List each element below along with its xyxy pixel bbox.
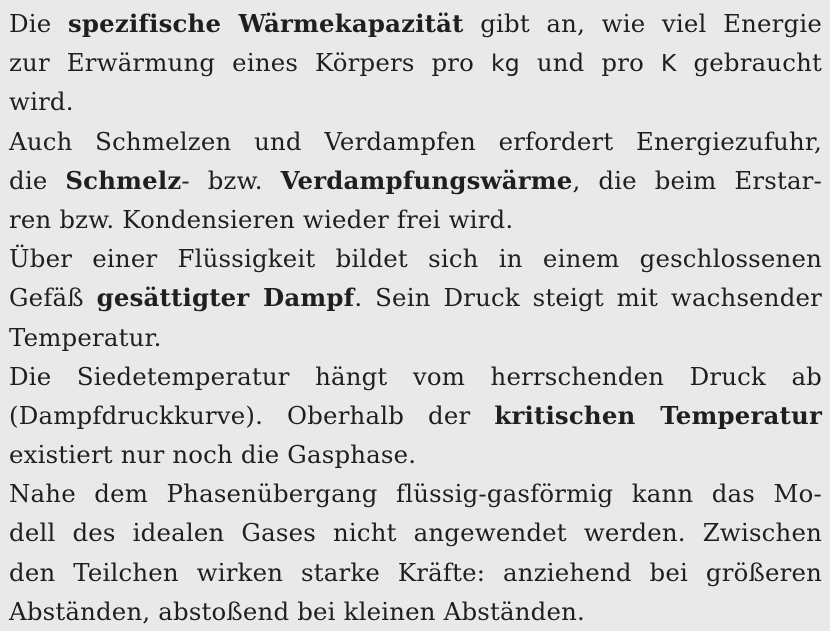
paragraph [9, 239, 822, 357]
text-segment: Abständen, abstoßend bei kleinen Abständen. [9, 596, 585, 626]
text-segment: ren bzw. Kondensieren wieder frei wird. [9, 204, 514, 234]
text-segment: die [9, 165, 66, 195]
text-line [9, 82, 822, 121]
text-segment: - bzw. [181, 165, 281, 195]
text-segment: . Sein Druck steigt mit wachsender [354, 283, 823, 313]
paragraph [9, 4, 822, 122]
text-line [9, 122, 822, 161]
text-line [9, 396, 822, 435]
bold-term: spezifische Wärmekapazität [67, 9, 464, 38]
text-segment: , die beim Erstar- [572, 165, 822, 195]
text-line [9, 357, 822, 396]
text-line [9, 592, 822, 631]
text-segment: und pro [519, 48, 661, 78]
bold-term: Verdampfungswärme [280, 165, 573, 195]
text-segment: Auch Schmelzen und Verdampfen erfordert Energiezufuhr, [9, 126, 822, 156]
text-line [9, 318, 822, 357]
text-line [9, 513, 822, 552]
text-segment: zur Erwärmung eines Körpers pro [9, 48, 491, 78]
text-line [9, 4, 822, 43]
text-line [9, 278, 822, 317]
paragraph [9, 122, 822, 240]
bold-term: kritischen Temperatur [494, 400, 823, 430]
text-segment: Die Siedetemperatur hängt vom herrschenden Druck ab [9, 361, 822, 391]
text-line [9, 239, 822, 278]
text-line [9, 43, 822, 82]
text-segment: Nahe dem Phasenübergang flüssig-gasförmig kann das Mo- [9, 479, 822, 509]
text-segment: (Dampfdruckkurve). Oberhalb der [9, 400, 495, 430]
text-segment: existiert nur noch die Gasphase. [9, 440, 417, 470]
text-line [9, 435, 822, 474]
text-segment: den Teilchen wirken starke Kräfte: anziehend bei größeren [9, 557, 822, 587]
unit-symbol: K [660, 49, 677, 78]
text-line [9, 553, 822, 592]
text-segment: dell des idealen Gases nicht angewendet werden. Zwischen [9, 518, 822, 548]
text-segment: Gefäß [9, 283, 97, 313]
text-segment: wird. [9, 87, 74, 117]
text-segment: Temperatur. [9, 322, 162, 352]
paragraph [9, 357, 822, 475]
text-segment: gebraucht [676, 48, 822, 78]
text-segment: Über einer Flüssigkeit bildet sich in einem geschlossenen [9, 244, 822, 274]
paragraph [9, 474, 822, 631]
bold-term: Schmelz [65, 165, 182, 195]
text-line [9, 474, 822, 513]
text-segment: gibt an, wie viel Energie [463, 9, 822, 38]
text-segment: Die [9, 9, 68, 38]
bold-term: gesättigter Dampf [96, 283, 355, 313]
text-line [9, 161, 822, 200]
text-line [9, 200, 822, 239]
unit-symbol: kg [490, 49, 520, 78]
